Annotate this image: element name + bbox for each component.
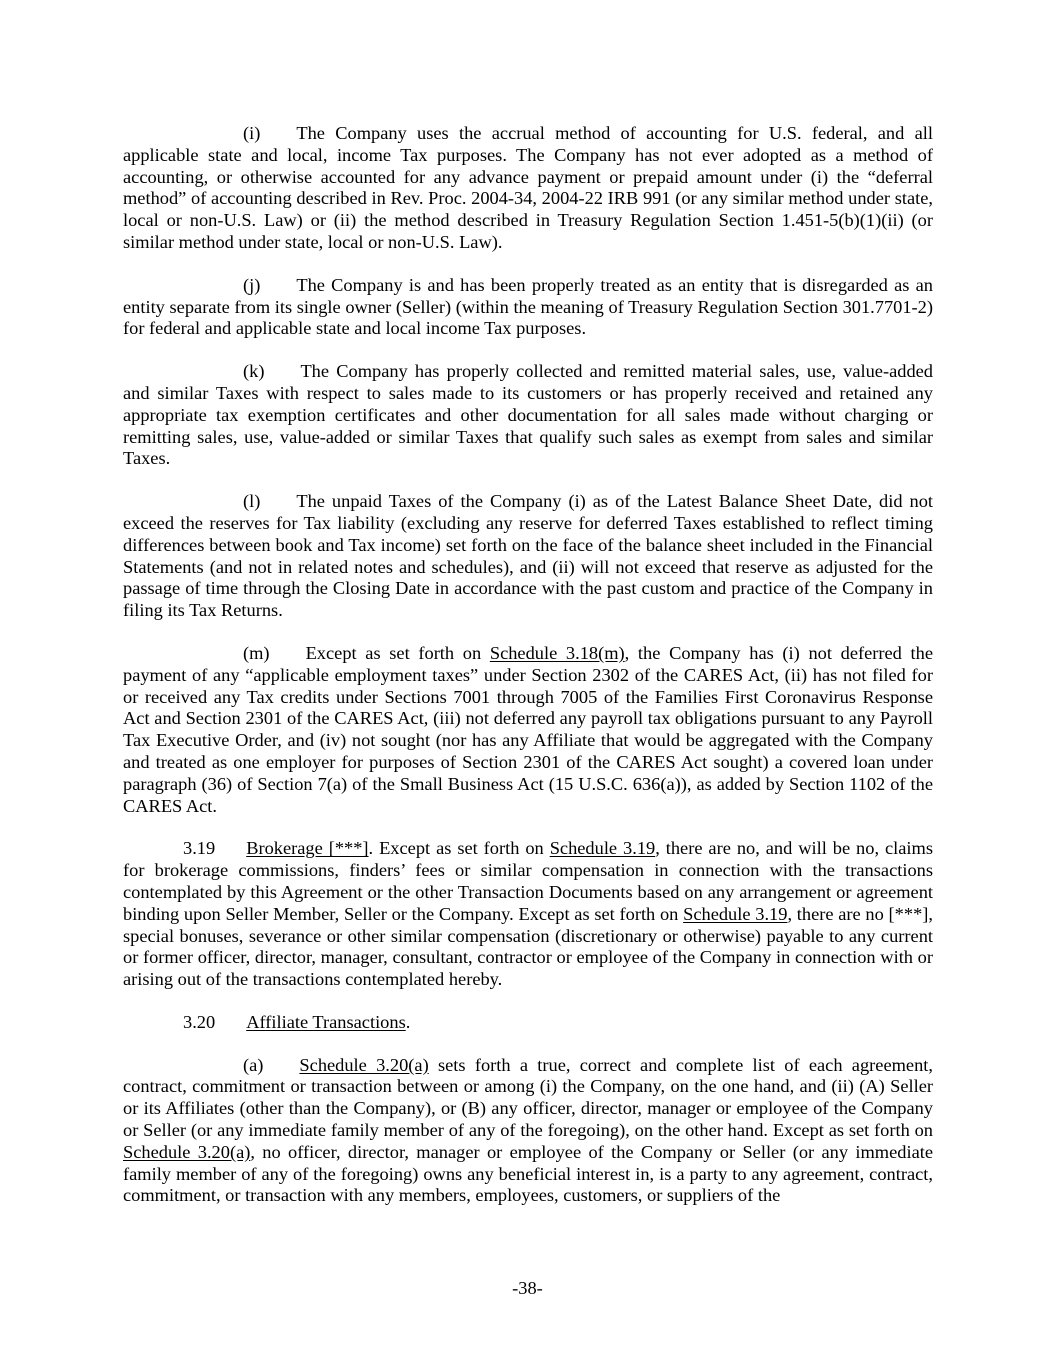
underlined-reference: Brokerage [***] — [246, 838, 369, 859]
paragraph-l — [123, 491, 933, 622]
paragraph-m — [123, 643, 933, 817]
underlined-reference: Schedule 3.20(a) — [123, 1141, 251, 1162]
indent-spacer — [123, 376, 243, 377]
paragraph-label: (i) — [243, 123, 261, 143]
text-run: Except as set forth on — [305, 642, 490, 663]
text-run: , there are no [***], special bonuses, severance or other similar compensation (discretionary or otherwise) payable to any current or former officer, director, manager, consultant, contractor or employee of the Company in connection with or arising out of the transactions contemplated hereby. — [123, 903, 933, 990]
underlined-reference: Affiliate Transactions — [246, 1011, 406, 1032]
text-run: , the Company has (i) not deferred the payment of any “applicable employment taxes” under Section 2302 of the CARES Act, (ii) has not filed for or received any Tax credits under Sections 7001 through 7005 of the Families First Coronavirus Response Act and Section 2301 of the CARES Act, (iii) not deferred any payroll tax obligations pursuant to any Payroll Tax Executive Order, and (iv) not sought (nor has any Affiliate that would be aggregated with the Company and treated as one employer for purposes of Section 2301 of the CARES Act sought) a covered loan under paragraph (36) of Section 7(a) of the Small Business Act (15 U.S.C. 636(a)), as added by Section 1102 of the CARES Act. — [123, 642, 934, 816]
tab-spacer — [215, 1027, 246, 1028]
underlined-reference: Schedule 3.18(m) — [489, 642, 625, 663]
paragraph-i — [123, 123, 933, 254]
paragraph-label: 3.19 — [183, 838, 216, 859]
tab-spacer — [263, 1070, 299, 1071]
paragraph-a — [123, 1055, 933, 1208]
paragraph-j — [123, 275, 933, 340]
text-run: . — [405, 1011, 411, 1032]
indent-spacer — [123, 658, 243, 659]
paragraph-label: 3.20 — [183, 1011, 216, 1032]
text-run: The Company has properly collected and remitted material sales, use, value-added and similar Taxes with respect to sales made to its customers or has properly received and retained any appropriate tax exemption certificates and other documentation for all sales made without charging or remitting sales, use, value-added or similar Taxes that qualify such sales as exempt from sales and similar Taxes. — [123, 361, 933, 469]
section-3-20-heading — [123, 1012, 933, 1034]
paragraph-k — [123, 361, 933, 470]
page-number: -38- — [512, 1278, 543, 1298]
indent-spacer — [123, 1027, 183, 1028]
indent-spacer — [123, 290, 243, 291]
tab-spacer — [264, 376, 300, 377]
indent-spacer — [123, 1070, 243, 1071]
tab-spacer — [270, 658, 306, 659]
indent-spacer — [123, 138, 243, 139]
paragraph-label: (k) — [243, 361, 265, 382]
indent-spacer — [123, 506, 243, 507]
text-run: The Company is and has been properly treated as an entity that is disregarded as an entity separate from its single owner (Seller) (within the meaning of Treasury Regulation Section 301.7701-2) for federal and applicable state and local income Tax purposes. — [123, 274, 933, 339]
paragraph-label: (a) — [243, 1054, 264, 1075]
text-run: sets forth a true, correct and complete list of each agreement, contract, commitment or transaction between or among (i) the Company, on the one hand, and (ii) (A) Seller or its Affiliates (other than the Company), or (B) any officer, director, manager or employee of the Company or Seller (or any immediate family member of any of the foregoing), on the other hand. Except as set forth on — [123, 1054, 933, 1141]
indent-spacer — [123, 853, 183, 854]
tab-spacer — [215, 853, 246, 854]
text-run: . Except as set forth on — [368, 838, 550, 859]
tab-spacer — [260, 506, 296, 507]
tab-spacer — [260, 138, 296, 139]
underlined-reference: Schedule 3.19 — [683, 903, 788, 924]
underlined-reference: Schedule 3.20(a) — [299, 1054, 429, 1075]
tab-spacer — [260, 290, 296, 291]
paragraph-label: (m) — [243, 642, 270, 663]
text-run: , there are no, and will be no, claims for brokerage commissions, finders’ fees or similar compensation in connection with the transactions contemplated by this Agreement or the other Transaction Documents based on any arrangement or agreement binding upon Seller Member, Seller or the Company. Except as set forth on — [123, 838, 933, 924]
text-run: The unpaid Taxes of the Company (i) as of the Latest Balance Sheet Date, did not exceed the reserves for Tax liability (excluding any reserve for deferred Taxes established to reflect timing differences between book and Tax income) set forth on the face of the balance sheet included in the Financial Statements (and not in related notes and schedules), and (ii) will not exceed that reserve as adjusted for the passage of time through the Closing Date in accordance with the past custom and practice of the Company in filing its Tax Returns. — [123, 491, 933, 621]
section-3-19 — [123, 838, 933, 991]
underlined-reference: Schedule 3.19 — [549, 838, 656, 859]
paragraph-label: (l) — [243, 491, 261, 512]
paragraph-label: (j) — [243, 274, 261, 295]
text-run: , no officer, director, manager or employee of the Company or Seller (or any immediate family member of any of the foregoing) owns any beneficial interest in, is a party to any agreement, contract, commitment, or transaction with any members, employees, customers, or suppliers of the — [123, 1141, 933, 1206]
document-body — [123, 123, 933, 1228]
text-run: The Company uses the accrual method of accounting for U.S. federal, and all applicable state and local, income Tax purposes. The Company has not ever adopted as a method of accounting, or otherwise accounted for any advance payment or prepaid amount under (i) the “deferral method” of accounting described in Rev. Proc. 2004-34, 2004-22 IRB 991 (or any similar method under state, local or non-U.S. Law) or (ii) the method described in Treasury Regulation Section 1.451-5(b)(1)(ii) (or similar method under state, local or non-U.S. Law). — [123, 123, 933, 252]
